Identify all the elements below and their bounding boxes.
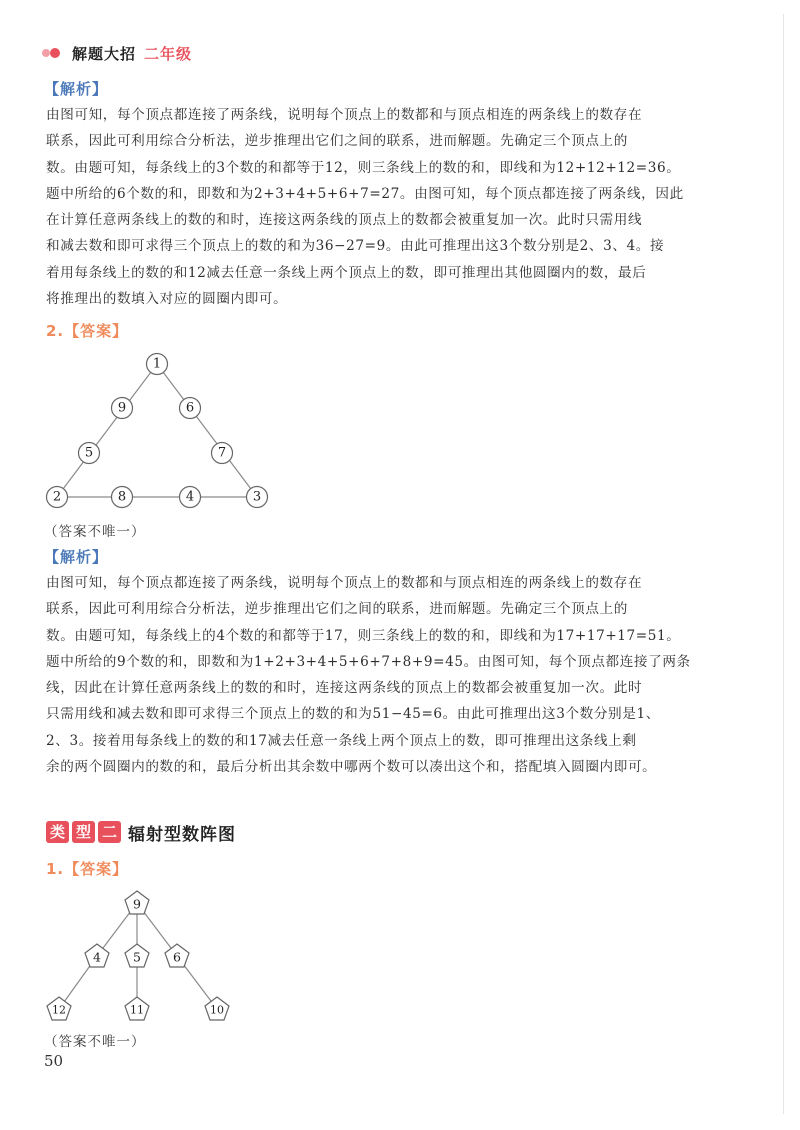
text-line: 只需用线和减去数和即可求得三个顶点上的数的和为51−45=6。由此可推理出这3个数分别是1、 [46,706,660,723]
text-line: 题中所给的6个数的和，即数和为2+3+4+5+6+7=27。由图可知，每个顶点都连接了两条线，因此 [46,185,684,202]
node-label: 5 [84,445,94,461]
grade-label: 二年级 [144,44,193,63]
node-label: 8 [117,489,127,505]
text-line: 联系，因此可利用综合分析法，逆步推理出它们之间的联系，进而解题。先确定三个顶点上的 [46,601,628,618]
node-label: 3 [252,489,262,505]
node-label: 4 [93,949,101,965]
answer-note-1: （答案不唯一） [44,1034,146,1050]
text-line: 余的两个圆圈内的数的和，最后分析出其余数中哪两个数可以凑出这个和，搭配填入圆圈内即可。 [46,759,657,776]
node-label: 10 [210,1003,224,1017]
text-line: 由图可知，每个顶点都连接了两条线，说明每个顶点上的数都和与顶点相连的两条线上的数存在 [46,575,643,591]
book-title: 解题大招 [72,44,137,63]
node-label: 2 [52,489,62,505]
section-title: 辐射型数阵图 [128,824,237,845]
node-label: 4 [185,489,195,505]
node-label: 9 [133,896,141,912]
right-edge [157,364,257,497]
node-label: 7 [217,445,227,461]
node-label: 6 [173,949,181,965]
text-line: 由图可知，每个顶点都连接了两条线，说明每个顶点上的数都和与顶点相连的两条线上的数存在 [46,107,643,123]
text-line: 2、3。接着用每条线上的数的和17减去任意一条线上两个顶点上的数，即可推理出这条线上剩 [46,732,637,749]
left-edge [57,364,157,497]
radial-diagram [40,884,240,1030]
page-header [42,42,192,64]
text-line: 着用每条线上的数的和12减去任意一条线上两个顶点上的数，即可推理出其他圆圈内的数，最后 [46,264,647,281]
analysis-tag-2: 【解析】 [44,548,109,566]
answer-note-2: （答案不唯一） [44,524,146,540]
analysis-paragraph-2 [46,570,732,780]
section-badge: 二 [98,821,121,843]
section-badge: 型 [72,821,95,843]
analysis-paragraph-1 [46,102,732,312]
answer-tag-2: 2.【答案】 [46,322,129,340]
analysis-tag-1: 【解析】 [44,80,109,98]
text-line: 将推理出的数填入对应的圆圈内即可。 [46,291,288,308]
text-line: 线，因此在计算任意两条线上的数的和时，连接这两条线的顶点上的数都会被重复加一次。此时 [46,680,643,697]
triangle-diagram [36,346,286,518]
node-label: 5 [133,949,141,965]
text-line: 数。由题可知，每条线上的3个数的和都等于12，则三条线上的数的和，即线和为12+12+12=36。 [46,159,681,176]
node-label: 1 [152,356,162,372]
node-label: 12 [52,1003,66,1017]
text-line: 数。由题可知，每条线上的4个数的和都等于17，则三条线上的数的和，即线和为17+17+17=51。 [46,627,681,644]
page-edge-line [783,14,784,1114]
section-badge: 类 [46,821,69,843]
text-line: 和减去数和即可求得三个顶点上的数的和为36−27=9。由此可推理出这3个数分别是2、3、4。接 [46,238,665,255]
node-label: 9 [117,400,127,416]
text-line: 联系，因此可利用综合分析法，逆步推理出它们之间的联系，进而解题。先确定三个顶点上的 [46,133,628,150]
text-line: 题中所给的9个数的和，即数和为1+2+3+4+5+6+7+8+9=45。由图可知，每个顶点都连接了两条 [46,653,691,670]
section-heading [46,820,236,844]
header-dots-icon [42,46,66,60]
node-label: 6 [185,400,195,416]
page-number: 50 [44,1052,64,1070]
node-label: 11 [130,1003,144,1017]
answer-tag-1: 1.【答案】 [46,860,129,878]
text-line: 在计算任意两条线上的数的和时，连接这两条线的顶点上的数都会被重复加一次。此时只需用线 [46,212,643,229]
